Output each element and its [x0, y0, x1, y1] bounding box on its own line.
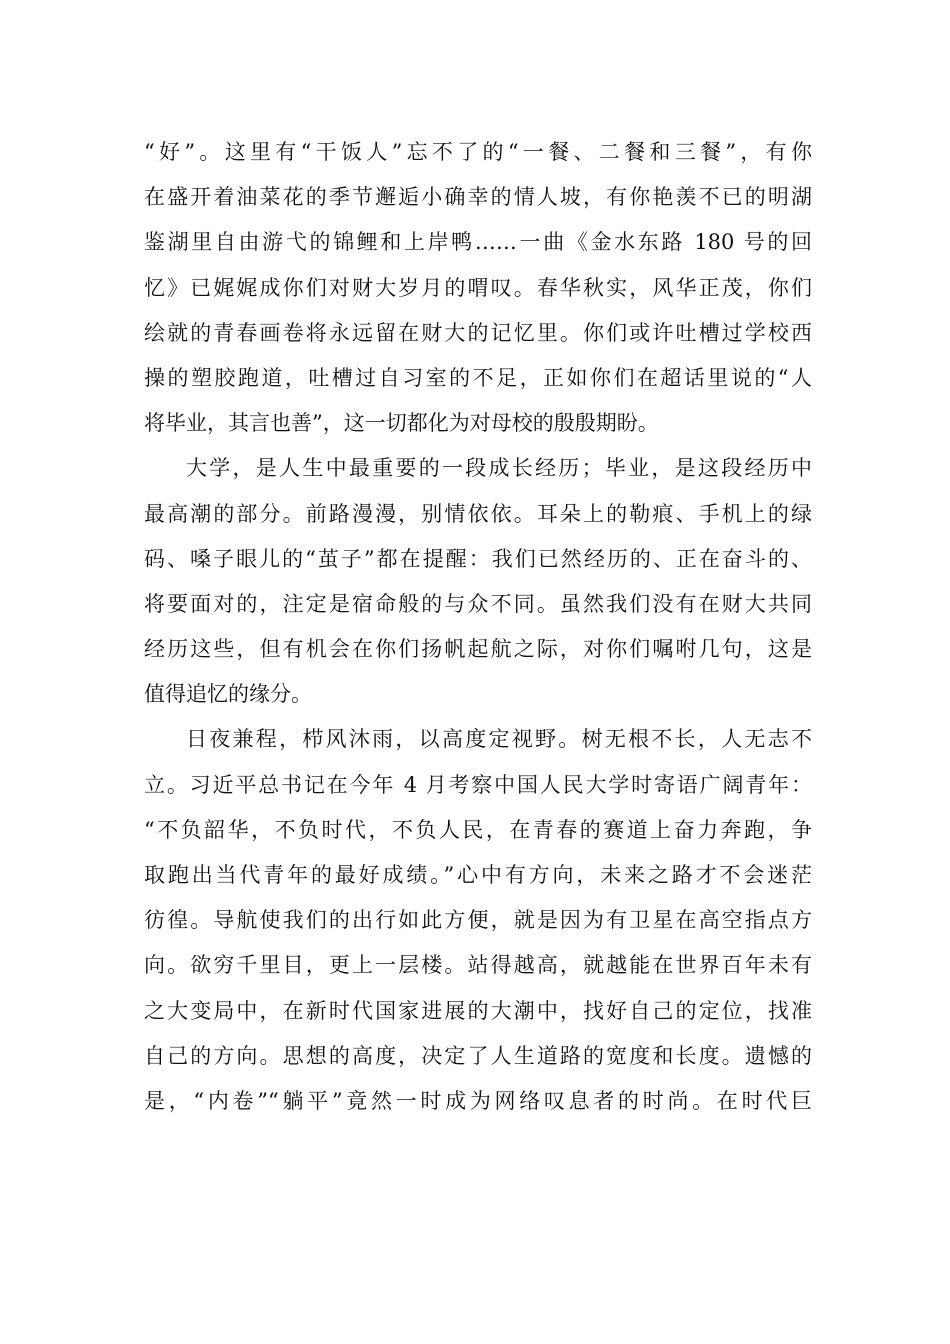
- text-line: 绘就的青春画卷将永远留在财大的记忆里。你们或许吐槽过学校西: [144, 320, 812, 345]
- text-line: 日夜兼程，栉风沐雨，以高度定视野。树无根不长，人无志不: [186, 727, 812, 752]
- text-line: 之大变局中，在新时代国家进展的大潮中，找好自己的定位，找准: [144, 998, 812, 1023]
- text-line: 向。欲穷千里目，更上一层楼。站得越高，就越能在世界百年未有: [144, 953, 812, 978]
- text-line: 将毕业，其言也善”，这一切都化为对母校的殷殷期盼。: [144, 411, 659, 436]
- text-line: “好”。这里有“干饭人”忘不了的“一餐、二餐和三餐”，有你: [144, 140, 812, 164]
- text-line: 经历这些，但有机会在你们扬帆起航之际，对你们嘱咐几句，这是: [144, 637, 812, 662]
- text-line: 大学，是人生中最重要的一段成长经历；毕业，是这段经历中: [186, 456, 812, 481]
- text-line: 自己的方向。思想的高度，决定了人生道路的宽度和长度。遗憾的: [144, 1043, 812, 1068]
- text-line: 将要面对的，注定是宿命般的与众不同。虽然我们没有在财大共同: [144, 591, 812, 616]
- text-line: 码、嗓子眼儿的“茧子”都在提醒：我们已然经历的、正在奋斗的、: [144, 546, 812, 571]
- text-line: 是，“内卷”“躺平”竟然一时成为网络叹息者的时尚。在时代巨: [144, 1088, 812, 1113]
- text-line: 立。习近平总书记在今年 4 月考察中国人民大学时寄语广阔青年：: [144, 772, 812, 797]
- text-line: 在盛开着油菜花的季节邂逅小确幸的情人坡，有你艳羡不已的明湖: [144, 185, 812, 210]
- body-text: [144, 130, 812, 1124]
- text-line: 忆》已娓娓成你们对财大岁月的喟叹。春华秋实，风华正茂，你们: [144, 275, 812, 300]
- text-line: “不负韶华，不负时代，不负人民，在青春的赛道上奋力奔跑，争: [144, 817, 812, 842]
- text-line: 彷徨。导航使我们的出行如此方便，就是因为有卫星在高空指点方: [144, 908, 812, 933]
- text-line: 操的塑胶跑道，吐槽过自习室的不足，正如你们在超话里说的“人: [144, 365, 812, 390]
- text-line: 最高潮的部分。前路漫漫，别情依依。耳朵上的勒痕、手机上的绿: [144, 501, 812, 526]
- text-line: 值得追忆的缘分。: [144, 682, 312, 707]
- text-line: 取跑出当代青年的最好成绩。”心中有方向，未来之路才不会迷茫: [144, 863, 812, 887]
- text-line: 鉴湖里自由游弋的锦鲤和上岸鸭……一曲《金水东路 180 号的回: [144, 230, 812, 255]
